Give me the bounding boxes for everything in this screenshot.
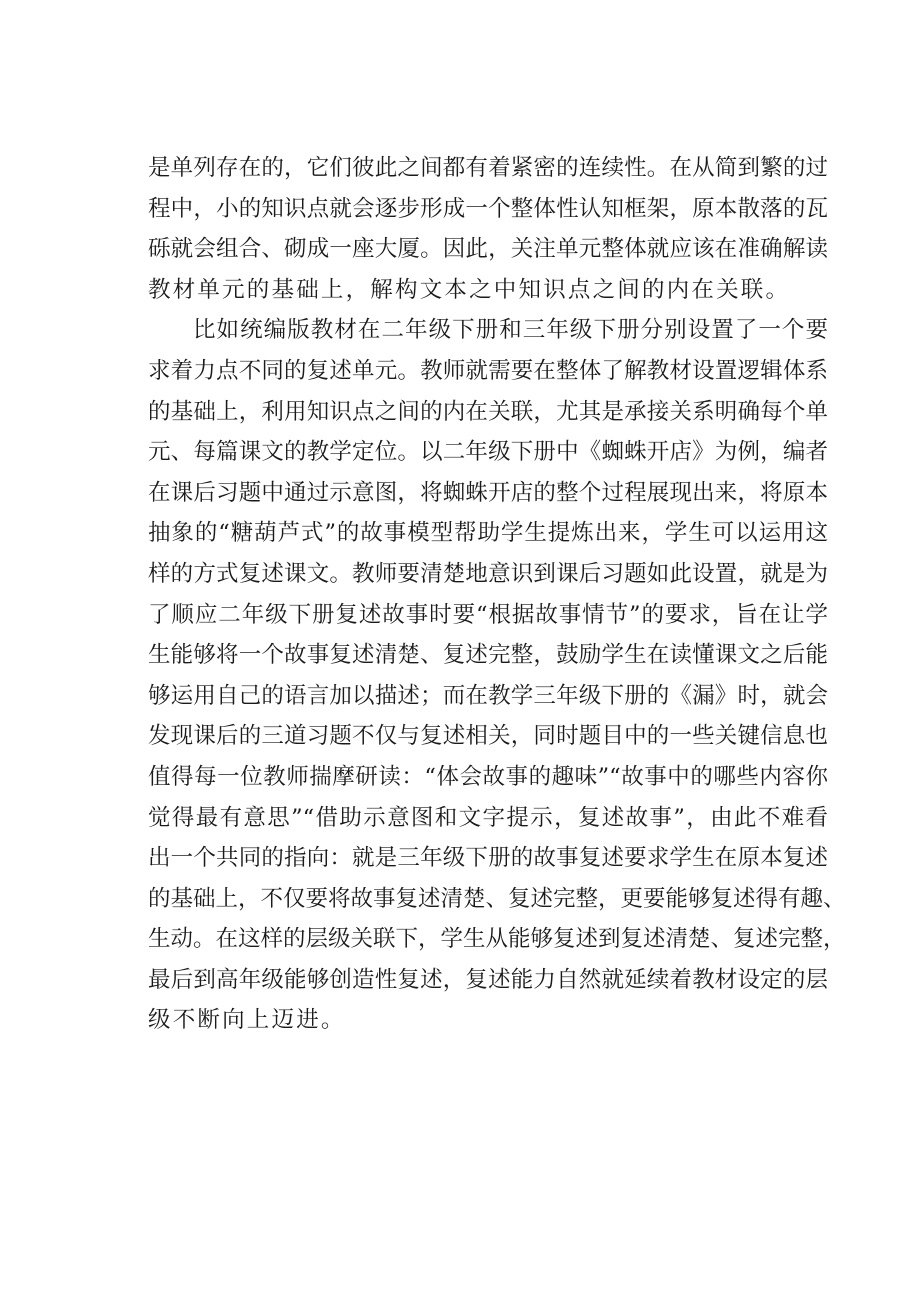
text-line: 值得每一位教师揣摩研读：“体会故事的趣味”“故事中的哪些内容你 — [148, 763, 828, 790]
text-line: 够运用自己的语言加以描述；而在教学三年级下册的《漏》时，就会 — [148, 682, 828, 709]
text-line: 抽象的“糖葫芦式”的故事模型帮助学生提炼出来，学生可以运用这 — [148, 520, 828, 547]
text-line: 教材单元的基础上，解构文本之中知识点之间的内在关联。 — [148, 276, 791, 303]
text-line: 求着力点不同的复述单元。教师就需要在整体了解教材设置逻辑体系 — [148, 357, 828, 384]
text-line: 样的方式复述课文。教师要清楚地意识到课后习题如此设置，就是为 — [148, 560, 828, 587]
text-line: 砾就会组合、砌成一座大厦。因此，关注单元整体就应该在准确解读 — [148, 236, 828, 263]
text-line: 是单列存在的，它们彼此之间都有着紧密的连续性。在从简到繁的过 — [148, 155, 828, 181]
text-line: 程中，小的知识点就会逐步形成一个整体性认知框架，原本散落的瓦 — [148, 195, 828, 222]
body-text — [148, 148, 846, 1041]
text-line: 元、每篇课文的教学定位。以二年级下册中《蜘蛛开店》为例，编者 — [148, 439, 828, 466]
text-line: 出一个共同的指向：就是三年级下册的故事复述要求学生在原本复述 — [148, 845, 828, 872]
text-line: 最后到高年级能够创造性复述，复述能力自然就延续着教材设定的层 — [148, 966, 828, 993]
text-line: 的基础上，利用知识点之间的内在关联，尤其是承接关系明确每个单 — [148, 398, 828, 425]
text-line: 觉得最有意思”“借助示意图和文字提示，复述故事”，由此不难看 — [148, 804, 828, 831]
text-line: 了顺应二年级下册复述故事时要“根据故事情节”的要求，旨在让学 — [148, 601, 828, 628]
text-line: 发现课后的三道习题不仅与复述相关，同时题目中的一些关键信息也 — [148, 723, 828, 750]
text-line: 的基础上，不仅要将故事复述清楚、复述完整，更要能够复述得有趣、 — [148, 885, 846, 912]
text-line: 比如统编版教材在二年级下册和三年级下册分别设置了一个要 — [193, 317, 828, 344]
text-line: 在课后习题中通过示意图，将蜘蛛开店的整个过程展现出来，将原本 — [148, 479, 828, 506]
text-line: 生能够将一个故事复述清楚、复述完整，鼓励学生在读懂课文之后能 — [148, 642, 828, 669]
text-line: 生动。在这样的层级关联下，学生从能够复述到复述清楚、复述完整， — [148, 926, 846, 953]
text-line: 级不断向上迈进。 — [148, 1007, 346, 1034]
